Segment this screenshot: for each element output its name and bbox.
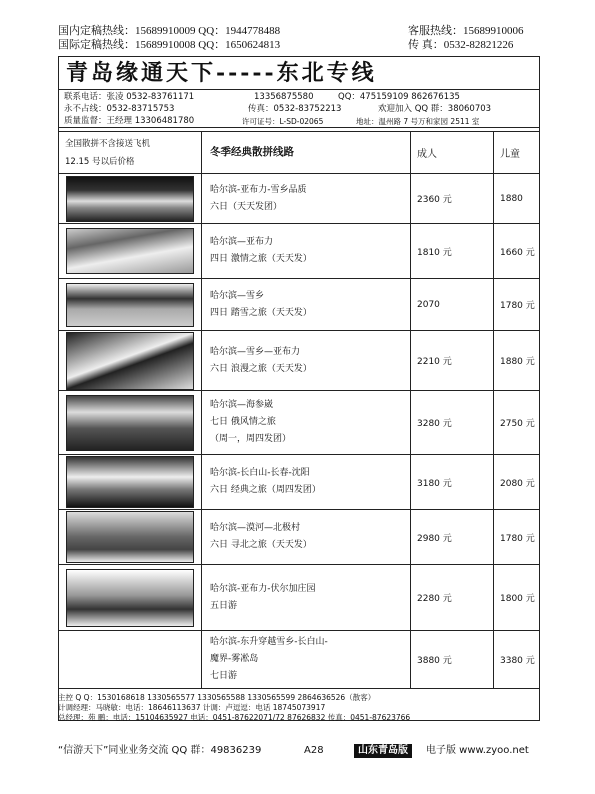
route-photo-cell	[59, 565, 202, 631]
route-photo-cell	[59, 510, 202, 565]
col-adult-header: 成人	[411, 132, 494, 174]
route-line: 哈尔滨-亚布力-雪乡品质	[210, 184, 307, 195]
international-hotline: 国际定稿热线：15689910008 QQ：1650624813	[58, 39, 281, 51]
route-description	[202, 631, 411, 689]
route-photo-cell	[59, 631, 202, 689]
route-description	[202, 391, 411, 455]
price-adult: 2980 元	[411, 510, 494, 565]
note-line-1: 全国散拼不含接送飞机	[65, 138, 151, 149]
footer-line-3: 总经理：苑 鹏：电话：15104635927 电话：0451-87622071/72 87626832 传真：0451-87623766	[58, 713, 411, 722]
table-row	[59, 331, 540, 391]
route-line: 四日 激情之旅（天天发）	[210, 254, 312, 264]
price-child: 3380 元	[494, 631, 540, 689]
route-line: 五日游	[210, 600, 238, 611]
route-line: 六日 寻北之旅（天天发）	[210, 540, 312, 550]
route-line: 哈尔滨-亚布力-伏尔加庄园	[210, 583, 316, 594]
contact-license: 许可证号：L-SD-02065	[242, 117, 324, 126]
fax-hotline: 传 真：0532-82821226	[408, 39, 514, 51]
contact-qq: QQ：475159109 862676135	[338, 92, 460, 102]
route-description	[202, 174, 411, 224]
contact-phone: 联系电话：张凌 0532-83761171	[64, 92, 195, 102]
route-description	[202, 279, 411, 331]
price-adult: 3280 元	[411, 391, 494, 455]
page-number: A28	[304, 745, 324, 756]
footer-line-1: 主控 Q Q：1530168618 1330565577 1330565588 1330565599 2864636526（散客）	[58, 693, 376, 702]
route-photo-cell	[59, 174, 202, 224]
price-adult: 2070	[411, 279, 494, 331]
route-photo	[66, 176, 194, 222]
price-child: 1880 元	[494, 331, 540, 391]
table-row	[59, 565, 540, 631]
route-line: 六日 经典之旅（周四发团）	[210, 485, 321, 495]
banner-title: 青岛缘通天下-----东北专线	[58, 56, 540, 90]
service-hotline: 客服热线：15689910006	[408, 25, 524, 37]
route-description	[202, 510, 411, 565]
route-photo	[66, 283, 194, 327]
route-line: 七日游	[210, 671, 238, 681]
table-row	[59, 279, 540, 331]
contact-supervisor: 质量监督：王经理 13306481780	[64, 116, 195, 126]
route-line: 哈尔滨—雪乡—亚布力	[210, 346, 301, 357]
bottom-slogan: “信游天下”同业业务交流 QQ 群：49836239	[58, 745, 262, 756]
price-child: 2080 元	[494, 455, 540, 510]
table-row	[59, 391, 540, 455]
route-description	[202, 565, 411, 631]
price-adult: 3880 元	[411, 631, 494, 689]
route-photo-cell	[59, 331, 202, 391]
bottom-bar	[58, 744, 540, 758]
route-line: 哈尔滨—亚布力	[210, 237, 274, 247]
route-description	[202, 455, 411, 510]
route-line: 四日 踏雪之旅（天天发）	[210, 307, 312, 318]
col-child-header: 儿童	[494, 132, 540, 174]
price-child: 1660 元	[494, 224, 540, 279]
domestic-hotline: 国内定稿热线：15689910009 QQ：1944778488	[58, 25, 281, 37]
route-line: 哈尔滨—雪乡	[210, 290, 265, 301]
edition-url[interactable]: 电子版 www.zyoo.net	[426, 745, 529, 756]
table-row	[59, 510, 540, 565]
contact-block	[58, 90, 540, 128]
price-child: 2750 元	[494, 391, 540, 455]
contact-mobile: 13356875580	[254, 92, 314, 102]
contact-address: 地址：温州路 7 号万和家园 2511 室	[356, 117, 480, 126]
footer-line-2: 计调经理：马晓敏：电话：18646113637 计调：卢逗逗：电话 18745073917	[58, 703, 326, 712]
route-photo	[66, 456, 194, 508]
route-line: 哈尔滨-东升穿越雪乡-长白山-	[210, 637, 328, 647]
magazine-badge: 山东青岛版	[354, 744, 412, 758]
price-child: 1780 元	[494, 510, 540, 565]
table-row	[59, 174, 540, 224]
table-row	[59, 631, 540, 689]
price-adult: 3180 元	[411, 455, 494, 510]
route-photo-cell	[59, 455, 202, 510]
route-photo-cell	[59, 391, 202, 455]
note-line-2: 12.15 号以后价格	[65, 156, 135, 167]
route-line: 哈尔滨—漠河—北极村	[210, 523, 301, 533]
price-child: 1880	[494, 174, 540, 224]
routes-table	[58, 131, 540, 689]
table-header-row	[59, 132, 540, 174]
section-title: 冬季经典散拼线路	[202, 132, 411, 174]
route-line: 哈尔滨-长白山-长春-沈阳	[210, 468, 310, 478]
price-adult: 2360 元	[411, 174, 494, 224]
price-adult: 2280 元	[411, 565, 494, 631]
route-line: （周一，周四发团）	[210, 434, 292, 444]
table-note	[59, 132, 202, 174]
contact-qq-group: 欢迎加入 QQ 群：38060703	[378, 104, 492, 114]
contact-fixed-line: 永不占线：0532-83715753	[64, 104, 175, 114]
contact-fax: 传真：0532-83752213	[248, 104, 342, 114]
route-description	[202, 224, 411, 279]
price-adult: 2210 元	[411, 331, 494, 391]
route-photo	[66, 228, 194, 274]
route-photo-cell	[59, 279, 202, 331]
price-child: 1800 元	[494, 565, 540, 631]
route-line: 哈尔滨—海参崴	[210, 400, 274, 410]
route-photo	[66, 395, 194, 451]
table-row	[59, 224, 540, 279]
route-photo-cell	[59, 224, 202, 279]
route-line: 六日 浪漫之旅（天天发）	[210, 363, 312, 374]
footer-contacts	[58, 693, 540, 723]
route-line: 魔界-雾凇岛	[210, 654, 259, 664]
route-line: 六日（天天发团）	[210, 201, 283, 212]
route-line: 七日 俄风情之旅	[210, 417, 276, 427]
route-photo	[66, 569, 194, 627]
price-child: 1780 元	[494, 279, 540, 331]
route-photo	[66, 332, 194, 390]
route-photo	[66, 511, 194, 563]
price-adult: 1810 元	[411, 224, 494, 279]
table-row	[59, 455, 540, 510]
route-description	[202, 331, 411, 391]
